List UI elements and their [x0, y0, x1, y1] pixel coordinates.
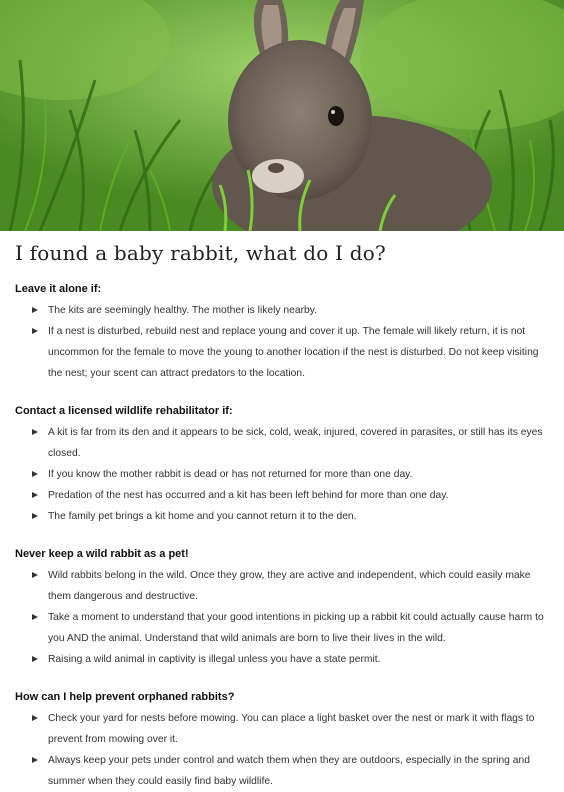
- list-item-text: Check your yard for nests before mowing. You can place a light basket over the nest or mark it with flags to prevent from mowing over it.: [48, 713, 535, 745]
- section-leave-it-alone: [15, 283, 549, 384]
- section-prevent-orphaned: [15, 691, 549, 792]
- section-heading: Contact a licensed wildlife rehabilitator if:: [15, 405, 233, 417]
- list-item: [15, 300, 545, 321]
- section-never-keep-as-pet: [15, 548, 549, 670]
- list-item: [15, 649, 545, 670]
- list-item-text: If you know the mother rabbit is dead or has not returned for more than one day.: [48, 469, 413, 480]
- page-title: I found a baby rabbit, what do I do?: [15, 241, 386, 265]
- bullet-arrow-icon: [32, 656, 38, 662]
- bullet-arrow-icon: [32, 513, 38, 519]
- bullet-list: [15, 422, 549, 527]
- list-item: [15, 565, 545, 607]
- bullet-arrow-icon: [32, 429, 38, 435]
- list-item: [15, 485, 545, 506]
- list-item-text: Always keep your pets under control and watch them when they are outdoors, especially in the spring and summer when they could easily find baby wildlife.: [48, 755, 530, 787]
- bullet-arrow-icon: [32, 614, 38, 620]
- bullet-arrow-icon: [32, 471, 38, 477]
- list-item-text: Predation of the nest has occurred and a kit has been left behind for more than one day.: [48, 490, 449, 501]
- bullet-arrow-icon: [32, 572, 38, 578]
- list-item: [15, 506, 545, 527]
- list-item: [15, 607, 545, 649]
- list-item: [15, 422, 545, 464]
- bullet-arrow-icon: [32, 328, 38, 334]
- list-item-text: If a nest is disturbed, rebuild nest and replace young and cover it up. The female will likely return, it is not uncommon for the female to move the young to another location if the nest is disturbed. Do not keep visiting the nest; your scent can attract predators to the location.: [48, 326, 539, 379]
- section-contact-rehabilitator: [15, 405, 549, 527]
- list-item-text: Raising a wild animal in captivity is illegal unless you have a state permit.: [48, 654, 381, 665]
- bullet-list: [15, 565, 549, 670]
- baby-rabbit-in-grass-photo: [0, 0, 564, 231]
- list-item-text: A kit is far from its den and it appears to be sick, cold, weak, injured, covered in parasites, or still has its eyes closed.: [48, 427, 543, 459]
- bullet-arrow-icon: [32, 492, 38, 498]
- bullet-list: [15, 708, 549, 792]
- bullet-arrow-icon: [32, 307, 38, 313]
- bullet-arrow-icon: [32, 715, 38, 721]
- section-heading: Leave it alone if:: [15, 283, 102, 295]
- bullet-list: [15, 300, 549, 384]
- list-item: [15, 708, 545, 750]
- list-item-text: The kits are seemingly healthy. The mother is likely nearby.: [48, 305, 317, 316]
- list-item: [15, 750, 545, 792]
- list-item: [15, 464, 545, 485]
- article: [0, 241, 564, 792]
- section-heading: How can I help prevent orphaned rabbits?: [15, 691, 235, 703]
- hero-photo: [0, 0, 564, 231]
- list-item-text: Take a moment to understand that your good intentions in picking up a rabbit kit could actually cause harm to you AND the animal. Understand that wild animals are born to live their lives in the wild.: [48, 612, 544, 644]
- list-item-text: The family pet brings a kit home and you cannot return it to the den.: [48, 511, 357, 522]
- bullet-arrow-icon: [32, 757, 38, 763]
- list-item-text: Wild rabbits belong in the wild. Once they grow, they are active and independent, which could easily make them dangerous and destructive.: [48, 570, 531, 602]
- list-item: [15, 321, 545, 384]
- section-heading: Never keep a wild rabbit as a pet!: [15, 548, 189, 560]
